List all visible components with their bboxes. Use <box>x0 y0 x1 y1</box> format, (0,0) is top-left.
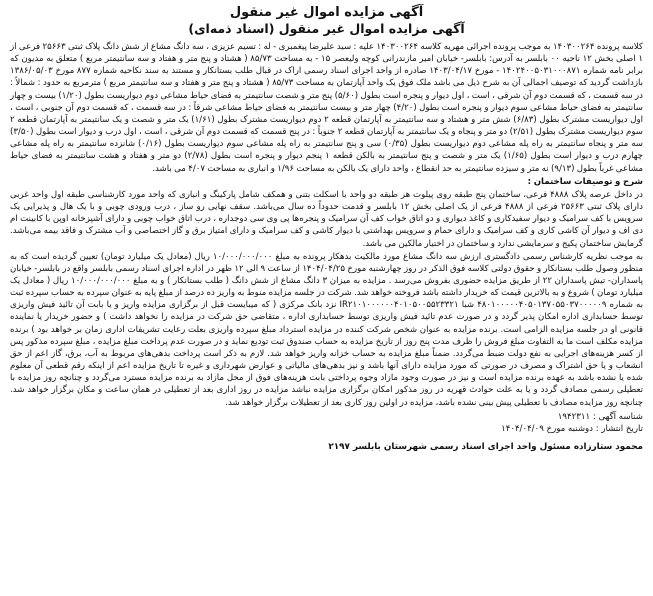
building-specs-heading: شرح و توصیفات ساختمان : <box>527 176 643 187</box>
publish-date-value: ۱۴۰۴/۰۴/۰۹ <box>501 423 544 434</box>
property-description-paragraph: کلاسه پرونده ۱۴۰۳۰۰۲۶۴ به موجب پرونده اجرائی مهریه کلاسه ۱۴۰۳۰۰۲۶۴ علیه : سید علیرضا پیغمبری - له : تسیم عزیزی ، سه دانگ مشاع از شش دانگ پلاک ثبتی ۲۵۶۶۳ فرعی از ۱ اصلی بخش ۱۲ ناحیه ۰۰ بابلسر به آدرس: بابلسر- خیابان امیر مازندرانی کوچه ولیعصر ۱۵ - به مساحت ۸۵/۷۳ ( هشتاد و پنج متر و هفتاد و سه سانتیمتر مربع ) متعلق به مدیون که برابر نامه شماره ۱۴۰۲۴۰۰۵۰۳۱۰۰۰۸۷۱ - مورخ ۱۴۰۳/۰۴/۱۷ صادره از واحد اجرای اسناد رسمی اراک در قبال طلب بستانکار و مستند به سند نکاحیه شماره ۸۷۷ مورخ ۱۳۸۶/۰۵/۰۳ بازداشت گردید که توصیف اجمالی آن به شرح ذیل می باشد ملک فوق یک واحد آپارتمان به مساحت ۸۵/۷۳ ( هشتاد و پنج متر و هفتاد و سه سانتیمتر مربع ) مترمربع به حدود : شمالاً : در سه قسمت ، که قسمت دوم آن شرقی ، است ، اول دیوار و پنجره است بطول (۵/۶۰) پنج متر و شصت سانتیمتر به فضای حیاط مشاعی دوم دیواریست بطول (۱/۲۰) بیست و چهار سانتیمتر به فضای حیاط مشاعی سوم دیوار و پنجره است بطول (۴/۲۰) چهار متر و بیست سانتیمتر به فضای حیاط مشاعی شرقاً : در سه قسمت ، که قسمت دوم آن جنوبی ، است ، اول دیواریست مشترک بطول (۶/۸۳) شش متر و هشتاد و سه سانتیمتر به آپارتمان قطعه ۲ دوم دیواریست مشترک بطول (۱/۶۱) یک متر و شصت و یک سانتیمتر به آپارتمان قطعه ۲ سوم دیواریست مشترک بطول (۲/۵۱) دو متر و پنجاه و یک سانتیمتر به آپارتمان قطعه ۲ جنوباً : در پنج قسمت که قسمت دوم آن شرقی ، است ، اول درب و دیوار است بطول (۳/۵۰) سه متر و پنجاه سانتیمتر به راه پله مشاعی دوم دیواریست بطول (۰/۳۵) سی و پنج سانتیمتر به راه پله مشاعی سوم دیواریست بطول (۰/۱۶) شانزده سانتیمتر به راه پله مشاعی چهارم درب و دیوار است بطول (۱/۶۵) یک متر و شصت و پنج سانتیمتر به بالکن قطعه ۱ پنجم دیوار و پنجره است بطول (۲/۷۸) دو متر و هفتاد و هشت سانتیمتر به فضای حیاط مشاعی غرباً بطول (۹/۱۳) نه متر و سیزده سانتیمتر به حد انقطاع ، واحد دارای یک بالکن به مساحت ۱/۹۶ و انباری به مساحت ۴/۰۷ می باشد. <box>10 42 644 174</box>
ad-footer <box>10 411 643 453</box>
tracking-id-label: شناسه آگهی : <box>592 411 643 422</box>
ad-subtitle: آگهی مزایده اموال غیر منقول (اسناد ذمه‌ای) <box>188 21 465 36</box>
publish-date-line <box>10 423 643 435</box>
ad-title: آگهی مزایده اموال غیر منقول <box>229 5 424 20</box>
publish-date-label: تاریخ انتشار : دوشنبه مورخ <box>546 423 643 434</box>
tracking-id-value: ۱۹۴۲۳۱۱ <box>557 411 591 422</box>
building-specs-paragraph: در داخل عرصه پلاک ۴۸۸۸ فرعی، ساختمان پنج طبقه روی پیلوت هر طبقه دو واحد با اسکلت بتنی و همکف شامل پارکینگ و انباری که واحد مورد کارشناسی طبقه اول واحد غربی دارای پلاک ثبتی ۲۵۶۶۳ فرعی از ۴۸۸۸ فرعی از یک اصلی بخش ۱۲ بابلسر و قدمت حدوداً ده سال می‌باشد. سقف نهایی رو ساز ، درب ورودی چوبی و با یک هال و پذیرایی یک سرویس با کف سرامیک و دیوار سفیدکاری و کاغذ دیواری و دو اتاق خواب کف آن سرامیک و پنجره‌ها پی وی سی دوجداره ، درب اتاق خواب چوبی و دارای آشپزخانه اوپن با کابینت ام دی اف و دیوار آن کاشی کاری و کف سرامیک و دارای حمام و سرویس بهداشتی با دیوار کاشی و کف سرامیک و دارای امتیاز برق و گاز اختصاصی و آب مشترک و فاقد بیمه می‌باشد. گرمایش ساختمان پکیج و سرمایشی ندارد و ساختمان در اختیار مالکین می باشد. <box>10 189 644 249</box>
official-signature: محمود ستارزاده مسئول واحد اجرای اسناد رسمی شهرستان بابلسر ۲۱۹۷ <box>328 442 643 452</box>
tracking-id-line <box>10 411 643 423</box>
auction-terms-paragraph: به موجب نظریه کارشناس رسمی دادگستری ارزش سه دانگ مشاع مورد مالکیت بدهکار پرونده به مبلغ ۱۰/۰۰۰/۰۰۰/۰۰۰ ریال (معادل یک میلیارد تومان) تعیین گردیده است که به منظور وصول طلب بستانکار و حقوق دولتی کلاسه فوق الذکر در روز چهارشنبه مورخ ۱۴۰۴/۰۴/۲۵ از ساعت ۹ الی ۱۲ ظهر در اداره اجرای اسناد رسمی بابلسر واقع در بابلسر- خیابان پاسداران- تیش پاسداران ۲۲ از طریق مزایده حضوری بفروش می‌رسد . مزایده به میزان ۳ دانگ مشاع از شش دانگ ( طلب بستانکار ) و به مبلغ ۱۰/۰۰۰/۰۰۰/۰۰۰ ریال ( معادل یک میلیارد تومان ) شروع و به بالاترین قیمت که خریدار داشته باشد فروخته خواهد شد. شرکت در جلسه مزایده منوط به واریز ده درصد از مبلغ پایه به عنوان سپرده به حساب سپرده ثبت به شماره ۴۸۰۱۰۰۰۰۰۴۰۵۰۱۳۷۰۵۵۰۳۷۰۰۰۰۰۹ شبا IR۲۱۰۱۰۰۰۰۰۰۴۰۱۰۵۰۰۵۵۲۳۳۲۱ نزد بانک مرکزی ( که میبایست قبل از برگزاری مزایده واریز و یا بابت آن تائید فیش واریزی توسط حسابداری اداره امکان پذیر گردد و در صورت عدم تائید فیش واریزی توسط حسابداری اداره ، متقاضی حق شرکت در مزایده را نخواهد داشت ) و حضور خریدار یا نماینده قانونی او در جلسه مزایده الزامی است. برنده مزایده به عنوان شخص شرکت کننده در مزایده استرداد مبلغ سپرده واریزی بعلت رعایت تشریفات اداری زمان بر خواهد بود ) برنده مزایده مکلف است ما به التفاوت مبلغ فروش را ظرف مدت پنج روز از تاریخ مزایده به حساب صندوق ثبت تودیع نماید و در صورت عدم پرداخت مبلغ مزایده ، مبلغ سپرده مذکور پس از کسر هزینه‌های اجرایی به نفع دولت ضبط می‌گردد. ضمناً مبلغ مزایده به حساب خزانه واریز خواهد شد. لازم به ذکر است پرداخت بدهی‌های مربوط به آب، برق، گاز اعم از حق انشعاب و یا حق اشتراک و مصرف در صورتی که مورد مزایده دارای آنها باشد و نیز بدهی‌های مالیاتی و عوارض شهرداری و غیره تا تاریخ مزایده اعم از اینکه رقم قطعی آن معلوم شده یا نشده باشد به عهده برنده مزایده است و نیز در صورت وجود مازاد وجوه پرداختی بابت هزینه‌های فوق از محل مازاد به برنده مزایده مسترد می‌گردد و چنانچه روز مزایده با تعطیلی رسمی مصادف گردد و یا به علت حوادث قهریه در روز مذکور امکان برگزاری مزایده نباشد مزایده در روز اداری بعد از تعطیلی در همان ساعت و مکان برگزار خواهد شد. چنانچه روز مزایده مصادف با تعطیلی پیش بینی نشده باشد، مزایده در اولین روز کاری بعد از تعطیلات برگزار خواهد شد. <box>10 251 644 408</box>
ad-body <box>10 41 643 409</box>
